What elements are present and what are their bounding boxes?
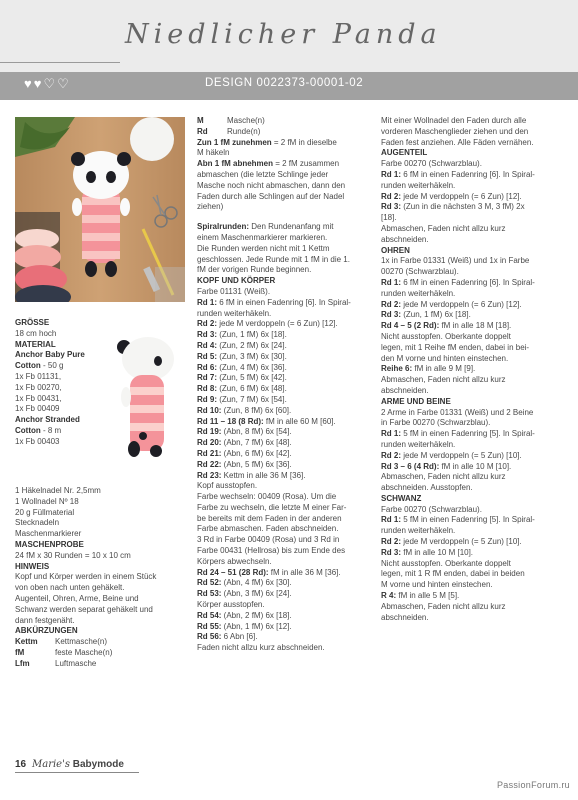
title-rule	[0, 62, 120, 63]
spiral-line: einem Maschenmarkierer markieren.	[197, 232, 328, 242]
schwanz-line: R 4: fM in alle 5 M [5].	[381, 591, 460, 601]
arme-line: Rd 3 – 6 (4 Rd): fM in alle 10 M [10].	[381, 461, 512, 471]
augenteil-heading: AUGENTEIL	[381, 148, 428, 158]
schwanz-heading: SCHWANZ	[381, 493, 422, 503]
abbr-value: Masche(n)	[227, 116, 265, 125]
hinweis-heading: HINWEIS	[15, 561, 50, 571]
ohren-line: Nicht ausstopfen. Oberkante doppelt	[381, 331, 511, 341]
ohren-line: Reihe 6: fM in alle 9 M [9].	[381, 364, 476, 374]
schwanz-line: Rd 3: fM in alle 10 M [10].	[381, 547, 474, 557]
middle-body	[197, 138, 369, 654]
abbr-row	[15, 637, 175, 648]
ohren-heading: OHREN	[381, 245, 410, 255]
abbr-key: fM	[15, 647, 25, 657]
abnehmen-line: ziehen)	[197, 202, 224, 212]
page-title: Niedlicher Panda	[125, 19, 442, 50]
kopf-line: Rd 21: (Abn, 6 fM) 6x [42].	[197, 448, 292, 458]
abnehmen-line: Masche noch nicht abmaschen, dann den	[197, 180, 346, 190]
augenteil-line: Farbe 00270 (Schwarzblau).	[381, 159, 482, 169]
kopf-line: runden weiterhäkeln.	[197, 308, 272, 318]
material-line: 1x Fb 00403	[15, 436, 60, 446]
heart-outline-icon: ♡	[57, 76, 69, 91]
schwanz-line: abschneiden.	[381, 612, 429, 622]
abbr-key: M	[197, 116, 204, 125]
augenteil-line: Rd 2: jede M verdoppeln (= 6 Zun) [12].	[381, 191, 522, 201]
design-number: DESIGN 0022373-00001-02	[205, 77, 364, 89]
ohren-line: abschneiden.	[381, 385, 429, 395]
kopf-line: Rd 9: (Zun, 7 fM) 6x [54].	[197, 394, 287, 404]
schwanz-line: M vorne und hinten einstechen.	[381, 580, 493, 590]
abnehmen-line: abmaschen (die letzte Schlinge jeder	[197, 169, 329, 179]
arme-line: runden weiterhäkeln.	[381, 439, 456, 449]
abbr-value: Luftmasche	[55, 658, 97, 668]
abbr-row	[15, 659, 175, 670]
material-line: Cotton - 50 g	[15, 361, 64, 371]
spiral-line: Spiralrunden: Den Rundenanfang mit	[197, 222, 334, 232]
hinweis-line: von oben nach unten gehäkelt.	[15, 583, 125, 593]
arme-line: Rd 1: 5 fM in einen Fadenring [5]. In Spiral-	[381, 429, 535, 439]
arme-line: 2 Arme in Farbe 01331 (Weiß) und 2 Beine	[381, 407, 534, 417]
abnehmen-line: Faden durch alle Schlingen auf der Nadel	[197, 191, 345, 201]
kopf-line: Rd 53: (Abn, 3 fM) 6x [24].	[197, 589, 292, 599]
kopf-line: Körpers abwechseln.	[197, 556, 272, 566]
abbr-key: Rd	[197, 126, 208, 136]
kopf-line: Rd 2: jede M verdoppeln (= 6 Zun) [12].	[197, 319, 338, 329]
material-line: Anchor Stranded	[15, 415, 80, 425]
kopf-line: Rd 23: Kettm in alle 36 M [36].	[197, 470, 306, 480]
kopf-line: Farbe abmaschen. Faden abschneiden.	[197, 524, 339, 534]
abbr-value: Runde(n)	[227, 126, 261, 136]
schwanz-line: Farbe 00270 (Schwarzblau).	[381, 504, 482, 514]
schwanz-line: Rd 2: jede M verdoppeln (= 5 Zun) [10].	[381, 537, 522, 547]
kopf-line: Rd 1: 6 fM in einen Fadenring [6]. In Spiral-	[197, 297, 351, 307]
ohren-line: 00270 (Schwarzblau).	[381, 267, 459, 277]
kopf-line: Rd 4: (Zun, 2 fM) 6x [24].	[197, 340, 287, 350]
arme-heading: ARME UND BEINE	[381, 396, 451, 406]
augenteil-line: Abmaschen, Faden nicht allzu kurz	[381, 223, 506, 233]
abbr-key: Lfm	[15, 658, 30, 668]
augenteil-line: runden weiterhäkeln.	[381, 180, 456, 190]
site-watermark: PassionForum.ru	[496, 780, 570, 790]
groesse-heading: GRÖSSE	[15, 318, 50, 327]
ohren-line: 1x in Farbe 01331 (Weiß) und 1x in Farbe	[381, 256, 530, 266]
spiral-line: geschlossen. Jede Runde mit 1 fM in die 1.	[197, 254, 350, 264]
panda-side-photo	[110, 333, 190, 457]
abnehmen-line: Abn 1 fM abnehmen = 2 fM zusammen	[197, 159, 340, 169]
kopf-line: Körper ausstopfen.	[197, 600, 265, 610]
ohren-line: Abmaschen, Faden nicht allzu kurz	[381, 375, 506, 385]
kopf-line: Kopf ausstopfen.	[197, 481, 258, 491]
kopf-line: Farbe wechseln: 00409 (Rosa). Um die	[197, 492, 337, 502]
schwanz-line: runden weiterhäkeln.	[381, 526, 456, 536]
schwanz-line: Abmaschen, Faden nicht allzu kurz	[381, 601, 506, 611]
ohren-line: Rd 1: 6 fM in einen Fadenring [6]. In Spiral-	[381, 277, 535, 287]
hinweis-line: Augenteil, Ohren, Arme, Beine und	[15, 593, 139, 603]
heart-filled-icon: ♥	[33, 76, 42, 91]
panda-photo	[15, 117, 185, 302]
arme-line: Abmaschen, Faden nicht allzu kurz	[381, 472, 506, 482]
material-line: 1x Fb 00270,	[15, 382, 62, 392]
kopf-line: Rd 24 – 51 (28 Rd): fM in alle 36 M [36].	[197, 567, 341, 577]
zunehmen-line: Zun 1 fM zunehmen = 2 fM in dieselbe	[197, 137, 337, 147]
magazine-script: Marie's	[32, 759, 70, 770]
kopf-line: Farbe zu wechseln, die letzte M einer Far-	[197, 502, 347, 512]
kopf-line: Faden nicht allzu kurz abschneiden.	[197, 643, 325, 653]
arme-line: abschneiden. Ausstopfen.	[381, 483, 473, 493]
spiral-line: Die Runden werden nicht mit 1 Kettm	[197, 243, 330, 253]
schwanz-line: legen, mit 1 R fM enden, dabei in beiden	[381, 569, 525, 579]
material-line: Cotton - 8 m	[15, 425, 62, 435]
material-line: 1x Fb 00409	[15, 404, 60, 414]
page-number: 16	[15, 759, 27, 770]
kopf-line: Rd 8: (Zun, 6 fM) 6x [48].	[197, 384, 287, 394]
abbr-key: Kettm	[15, 637, 38, 647]
ohren-line: Rd 2: jede M verdoppeln (= 6 Zun) [12].	[381, 299, 522, 309]
kopf-line: Farbe 00431 (Hellrosa) bis zum Ende des	[197, 546, 346, 556]
maschenprobe-text: 24 fM x 30 Runden = 10 x 10 cm	[15, 550, 131, 560]
kopf-line: Rd 19: (Abn, 8 fM) 6x [54].	[197, 427, 292, 437]
left-column	[15, 318, 110, 448]
arme-line: in Farbe 00270 (Schwarzblau).	[381, 418, 491, 428]
material-tool: 1 Wollnadel Nº 18	[15, 496, 79, 506]
material-tool: 1 Häkelnadel Nr. 2,5mm	[15, 486, 101, 495]
kopf-line: Rd 5: (Zun, 3 fM) 6x [30].	[197, 351, 287, 361]
material-tool: 20 g Füllmaterial	[15, 507, 75, 517]
schwanz-line: Nicht ausstopfen. Oberkante doppelt	[381, 558, 511, 568]
maschenprobe-heading: MASCHENPROBE	[15, 539, 84, 549]
kopf-line: Rd 22: (Abn, 5 fM) 6x [36].	[197, 459, 292, 469]
ohren-line: den M vorne und hinten einstechen.	[381, 353, 509, 363]
ohren-line: Rd 4 – 5 (2 Rd): fM in alle 18 M [18].	[381, 321, 512, 331]
left-column-lower	[15, 486, 175, 670]
abbr-value: Kettmasche(n)	[55, 637, 108, 647]
schwanz-line: Rd 1: 5 fM in einen Fadenring [5]. In Spiral-	[381, 515, 535, 525]
kopf-line: Rd 20: (Abn, 7 fM) 6x [48].	[197, 438, 292, 448]
material-heading: MATERIAL	[15, 339, 56, 349]
kopf-line: Rd 52: (Abn, 4 fM) 6x [30].	[197, 578, 292, 588]
abbr-value: feste Masche(n)	[55, 647, 113, 657]
abbr-row	[15, 648, 175, 659]
augenteil-line: Rd 3: (Zun in die nächsten 3 M, 3 fM) 2x	[381, 202, 525, 212]
rating-hearts	[24, 76, 69, 92]
hinweis-line: Schwanz werden separat gehäkelt und	[15, 604, 153, 614]
kopf-line: Rd 6: (Zun, 4 fM) 6x [36].	[197, 362, 287, 372]
zunehmen-line: M häkeln	[197, 148, 230, 158]
kopf-line: Rd 3: (Zun, 1 fM) 6x [18].	[197, 330, 287, 340]
hinweis-line: Kopf und Körper werden in einem Stück	[15, 572, 157, 582]
heart-outline-icon: ♡	[43, 76, 56, 91]
intro-line: Mit einer Wollnadel den Faden durch alle	[381, 116, 527, 125]
kopf-line: be bereits mit dem Faden in der anderen	[197, 513, 342, 523]
right-column	[381, 116, 551, 623]
abbr-row	[197, 116, 369, 127]
groesse-text: 18 cm hoch	[15, 328, 57, 338]
hinweis-line: dann festgenäht.	[15, 615, 75, 625]
ohren-line: legen, mit 1 Reihe fM enden, dabei in bei-	[381, 342, 530, 352]
spiral-line: fM der vorigen Runde beginnen.	[197, 265, 312, 275]
material-line: Anchor Baby Pure	[15, 350, 85, 360]
kopf-line: 3 Rd in Farbe 00409 (Rosa) und 3 Rd in	[197, 535, 340, 545]
kopf-line: Rd 56: 6 Abn [6].	[197, 632, 258, 642]
footer-rule	[15, 772, 139, 773]
abkuerzungen-heading: ABKÜRZUNGEN	[15, 626, 78, 636]
kopf-line: Rd 54: (Abn, 2 fM) 6x [18].	[197, 610, 292, 620]
intro-line: Faden fest anziehen. Alle Fäden vernähen.	[381, 137, 534, 147]
kopf-line: Rd 11 – 18 (8 Rd): fM in alle 60 M [60].	[197, 416, 336, 426]
kopf-line: Farbe 01131 (Weiß).	[197, 286, 271, 296]
kopf-heading: KOPF UND KÖRPER	[197, 276, 276, 286]
kopf-line: Rd 7: (Zun, 5 fM) 6x [42].	[197, 373, 287, 383]
abbr-row	[197, 127, 369, 138]
right-body	[381, 116, 551, 623]
heart-filled-icon: ♥	[24, 76, 32, 91]
material-tool: Stecknadeln	[15, 518, 60, 528]
ohren-line: runden weiterhäkeln.	[381, 288, 456, 298]
intro-line: vorderen Maschenglieder ziehen und den	[381, 126, 529, 136]
material-tool: Maschenmarkierer	[15, 529, 82, 539]
magazine-title: Babymode	[72, 759, 124, 770]
augenteil-line: [18].	[381, 213, 397, 223]
material-line: 1x Fb 00431,	[15, 393, 62, 403]
middle-column	[197, 116, 369, 654]
kopf-line: Rd 10: (Zun, 8 fM) 6x [60].	[197, 405, 292, 415]
augenteil-line: Rd 1: 6 fM in einen Fadenring [6]. In Spiral-	[381, 169, 535, 179]
ohren-line: Rd 3: (Zun, 1 fM) 6x [18].	[381, 310, 471, 320]
augenteil-line: abschneiden.	[381, 234, 429, 244]
kopf-line: Rd 55: (Abn, 1 fM) 6x [12].	[197, 621, 292, 631]
magazine-name	[32, 760, 124, 771]
arme-line: Rd 2: jede M verdoppeln (= 5 Zun) [10].	[381, 450, 522, 460]
material-line: 1x Fb 01131,	[15, 371, 62, 381]
